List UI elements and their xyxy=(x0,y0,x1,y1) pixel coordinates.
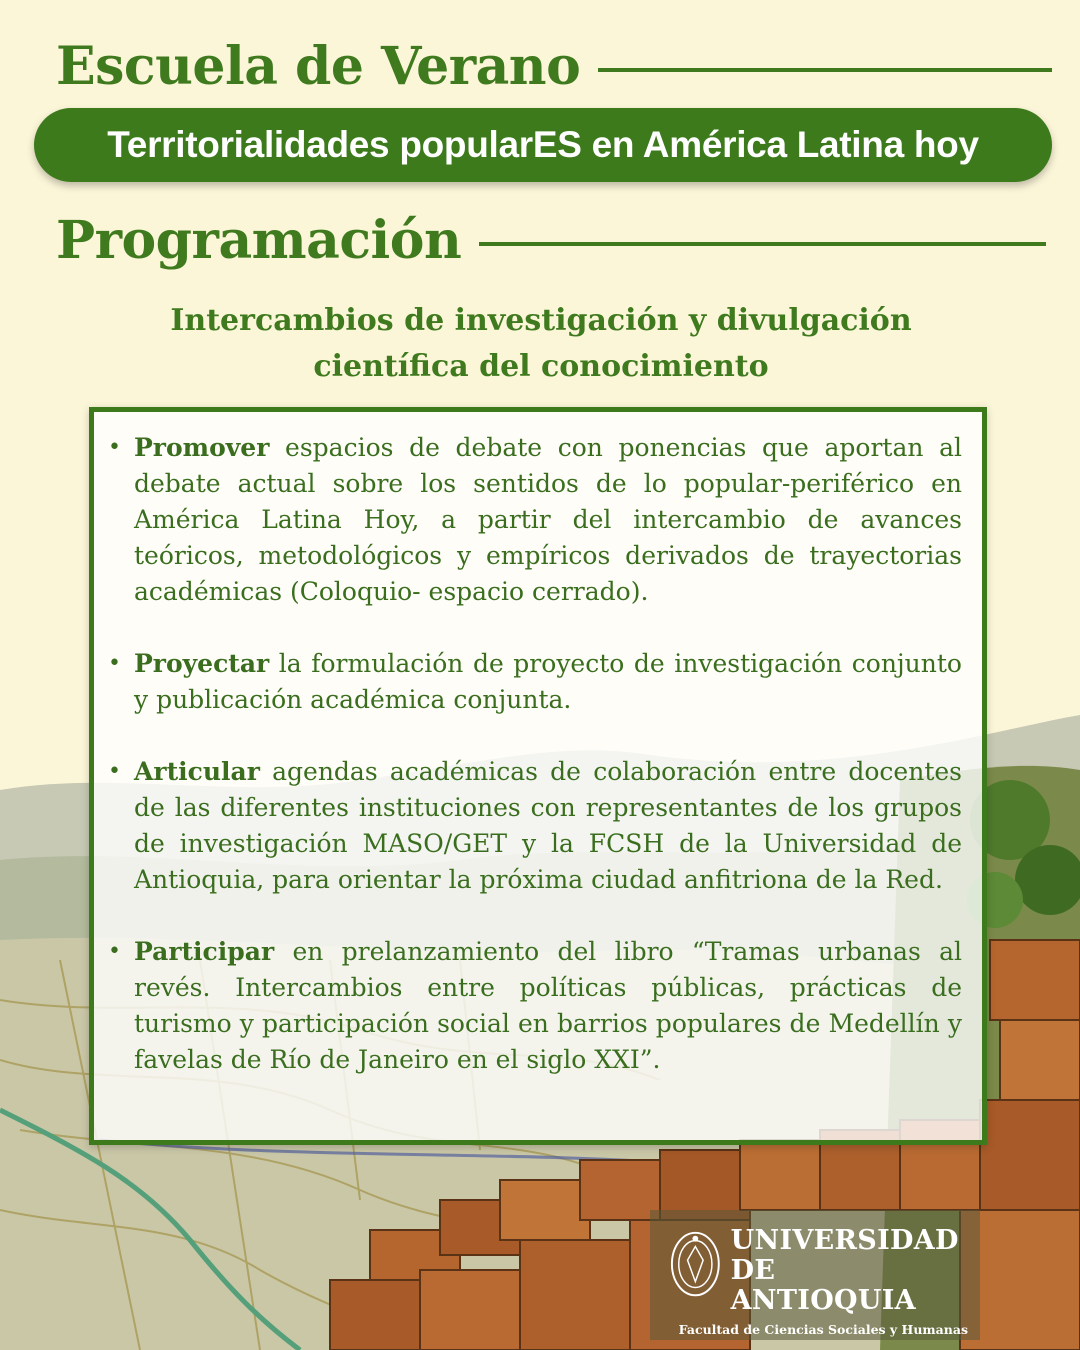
title-rule xyxy=(598,68,1052,72)
item-text: agendas académicas de colaboración entre docentes de las diferentes instituciones con representantes de los grupos de investigación MASO/GET y la FCSH de la Universidad de Antioquia, para orientar la próxima ciudad anfitriona de la Red. xyxy=(134,757,962,894)
subtitle xyxy=(60,298,1022,390)
title-row xyxy=(56,32,1052,102)
objectives-list xyxy=(94,412,982,1078)
list-item xyxy=(134,646,962,718)
item-lead: Articular xyxy=(134,757,260,786)
list-item xyxy=(134,934,962,1078)
item-lead: Proyectar xyxy=(134,649,270,678)
subtitle-line-2: científica del conocimiento xyxy=(313,349,769,384)
logo-line-1: UNIVERSIDAD xyxy=(730,1225,959,1256)
objectives-box xyxy=(89,407,987,1145)
university-logo xyxy=(668,1225,968,1337)
item-text: espacios de debate con ponencias que aportan al debate actual sobre los sentidos de lo popular-periférico en América Latina Hoy, a partir del intercambio de avances teóricos, metodológicos y empíricos derivados de trayectorias académicas (Coloquio- espacio cerrado). xyxy=(134,433,962,606)
page-title: Escuela de Verano xyxy=(56,36,581,97)
item-lead: Participar xyxy=(134,937,275,966)
subtitle-line-1: Intercambios de investigación y divulgación xyxy=(170,303,912,338)
university-seal-icon xyxy=(668,1226,723,1306)
theme-banner-text: Territorialidades popularES en América Latina hoy xyxy=(107,124,979,165)
logo-line-2: DE ANTIOQUIA xyxy=(730,1255,916,1316)
list-item xyxy=(134,754,962,898)
theme-banner xyxy=(34,108,1052,182)
item-text: en prelanzamiento del libro “Tramas urbanas al revés. Intercambios entre políticas públicas, prácticas de turismo y participación social en barrios populares de Medellín y favelas de Río de Janeiro en el siglo XXI”. xyxy=(134,937,962,1074)
item-text: la formulación de proyecto de investigación conjunto y publicación académica conjunta. xyxy=(134,649,962,714)
section-title: Programación xyxy=(56,210,462,271)
section-rule xyxy=(479,242,1046,246)
item-lead: Promover xyxy=(134,433,270,462)
section-row xyxy=(56,206,1046,276)
logo-faculty: Facultad de Ciencias Sociales y Humanas xyxy=(678,1322,968,1337)
list-item xyxy=(134,430,962,610)
